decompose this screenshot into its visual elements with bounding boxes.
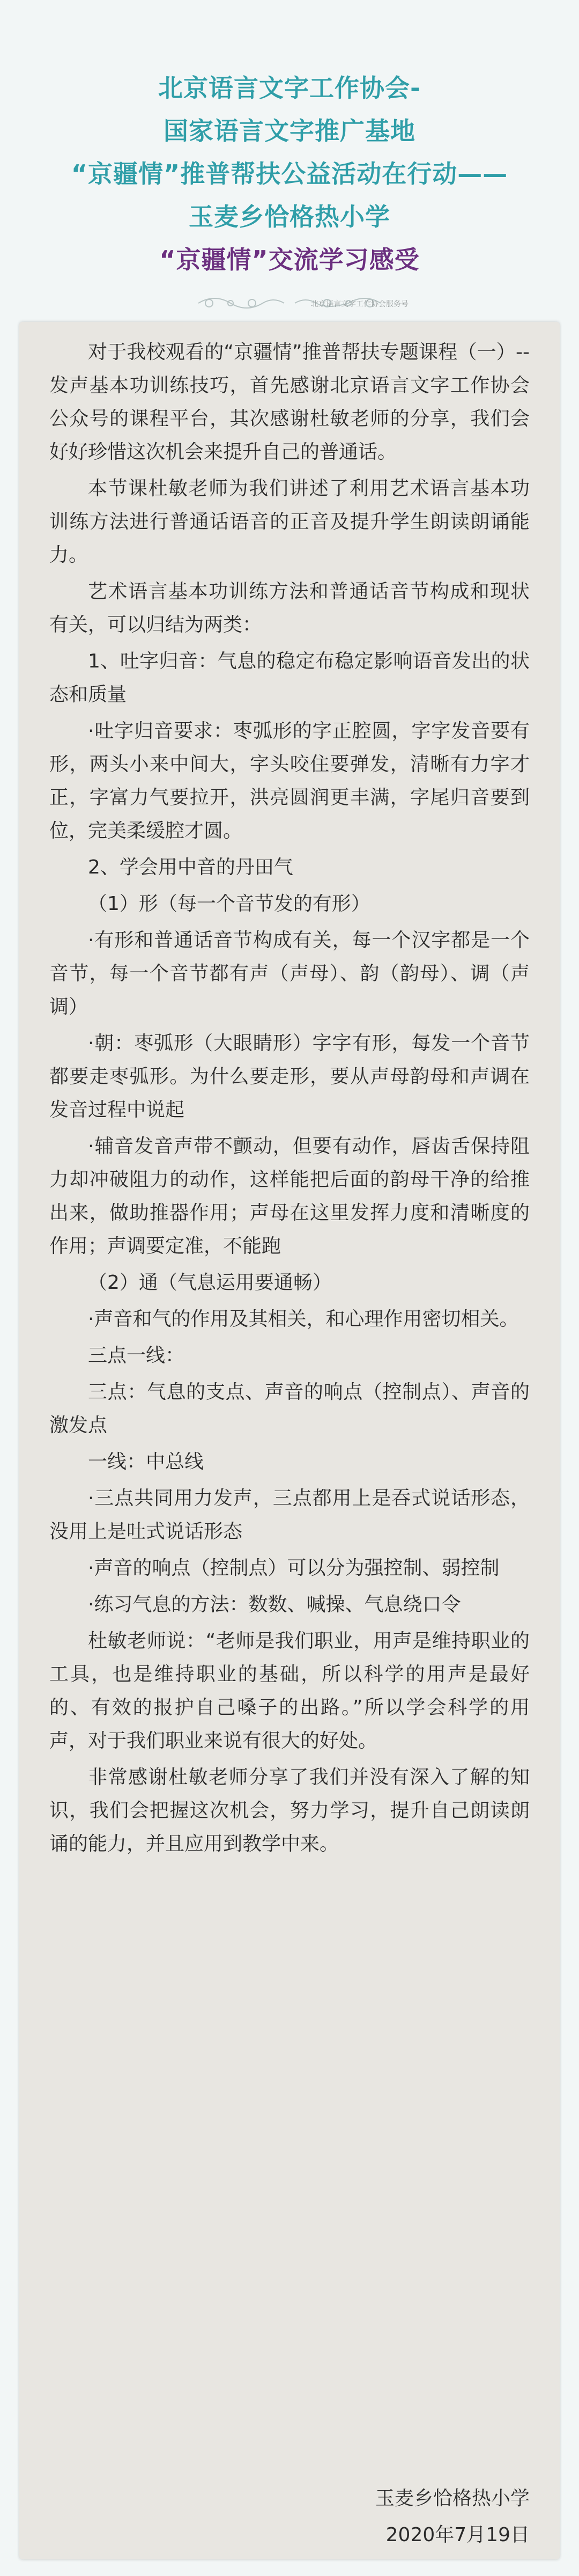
paragraph-bullet-practice: ·练习气息的方法：数数、喊操、气息绕口令 (88, 1594, 461, 1616)
source-watermark-label: 北京语言文字工作协会服务号 (311, 300, 409, 309)
paragraph-bullet-joint: ·三点共同用力发声，三点都用上是吞式说话形态，没用上是吐式说话形态 (49, 1487, 530, 1543)
paragraph-point-1: 1、吐字归音：气息的稳定布稳定影响语音发出的状态和质量 (49, 650, 530, 706)
title-line-4: 玉麦乡恰格热小学 (189, 202, 390, 231)
paragraph-three-points-one-line: 三点一线： (88, 1345, 185, 1367)
paragraph-sub-1: （1）形（每一个音节发的有形） (88, 893, 370, 915)
paragraph-quote: 杜敏老师说：“老师是我们职业，用声是维持职业的工具，也是维持职业的基础，所以科学的用声是最好的、有效的报护自己嗓子的出路。”所以学会科学的用声，对于我们职业来说有很大的好处。 (49, 1630, 530, 1752)
signature-date: 2020年7月19日 (385, 2524, 530, 2546)
article-content (49, 336, 530, 1864)
paragraph-three-points: 三点：气息的支点、声音的响点（控制点）、声音的激发点 (49, 1381, 530, 1436)
paragraph-one-line: 一线：中总线 (88, 1451, 204, 1473)
paragraph-categories: 艺术语言基本功训练方法和普通话音节构成和现状有关，可以归结为两类： (49, 581, 530, 636)
title-line-1: 北京语言文字工作协会- (158, 74, 421, 102)
paragraph-point-2: 2、学会用中音的丹田气 (88, 856, 293, 878)
paragraph-sub-2: （2）通（气息运用要通畅） (88, 1272, 332, 1294)
title-line-2: 国家语言文字推广基地 (164, 116, 415, 145)
paragraph-sub-1-detail: ·有形和普通话音节构成有关，每一个汉字都是一个音节，每一个音节都有声（声母）、韵（韵母）、调（声调） (49, 929, 530, 1018)
paragraph-point-1-requirements: ·吐字归音要求：枣弧形的字正腔圆，字字发音要有形，两头小来中间大，字头咬住要弹发，清晰有力字才正，字富力气要拉开，洪亮圆润更丰满，字尾归音要到位，完美柔缓腔才圆。 (49, 720, 530, 842)
paragraph-sub-1-consonants: ·辅音发音声带不颤动，但要有动作，唇齿舌保持阻力却冲破阻力的动作，这样能把后面的韵母干净的给推出来，做助推器作用；声母在这里发挥力度和清晰度的作用；声调要定准，不能跑 (49, 1135, 530, 1257)
signature-school: 玉麦乡恰格热小学 (375, 2487, 530, 2509)
article-header (0, 0, 579, 309)
article-subtitle: “京疆情”交流学习感受 (159, 245, 420, 274)
paragraph-sub-2-detail: ·声音和气的作用及其相关，和心理作用密切相关。 (88, 1308, 519, 1330)
paragraph-intro: 对于我校观看的“京疆情”推普帮扶专题课程（一）--发声基本功训练技巧，首先感谢北京语言文字工作协会公众号的课程平台，其次感谢杜敏老师的分享，我们会好好珍惜这次机会来提升自己的普通话。 (49, 341, 530, 463)
paragraph-bullet-control: ·声音的响点（控制点）可以分为强控制、弱控制 (88, 1557, 500, 1579)
article-body-panel (19, 322, 560, 2559)
title-line-3: “京疆情”推普帮扶公益活动在行动—— (71, 159, 508, 188)
paragraph-sub-1-shape: ·朝：枣弧形（大眼睛形）字字有形，每发一个音节都要走枣弧形。为什么要走形，要从声母韵母和声调在发音过程中说起 (49, 1032, 530, 1121)
paragraph-overview: 本节课杜敏老师为我们讲述了利用艺术语言基本功训练方法进行普通话语音的正音及提升学生朗读朗诵能力。 (49, 478, 530, 566)
paragraph-thanks: 非常感谢杜敏老师分享了我们并没有深入了解的知识，我们会把握这次机会，努力学习，提升自己朗读朗诵的能力，并且应用到教学中来。 (49, 1766, 530, 1855)
